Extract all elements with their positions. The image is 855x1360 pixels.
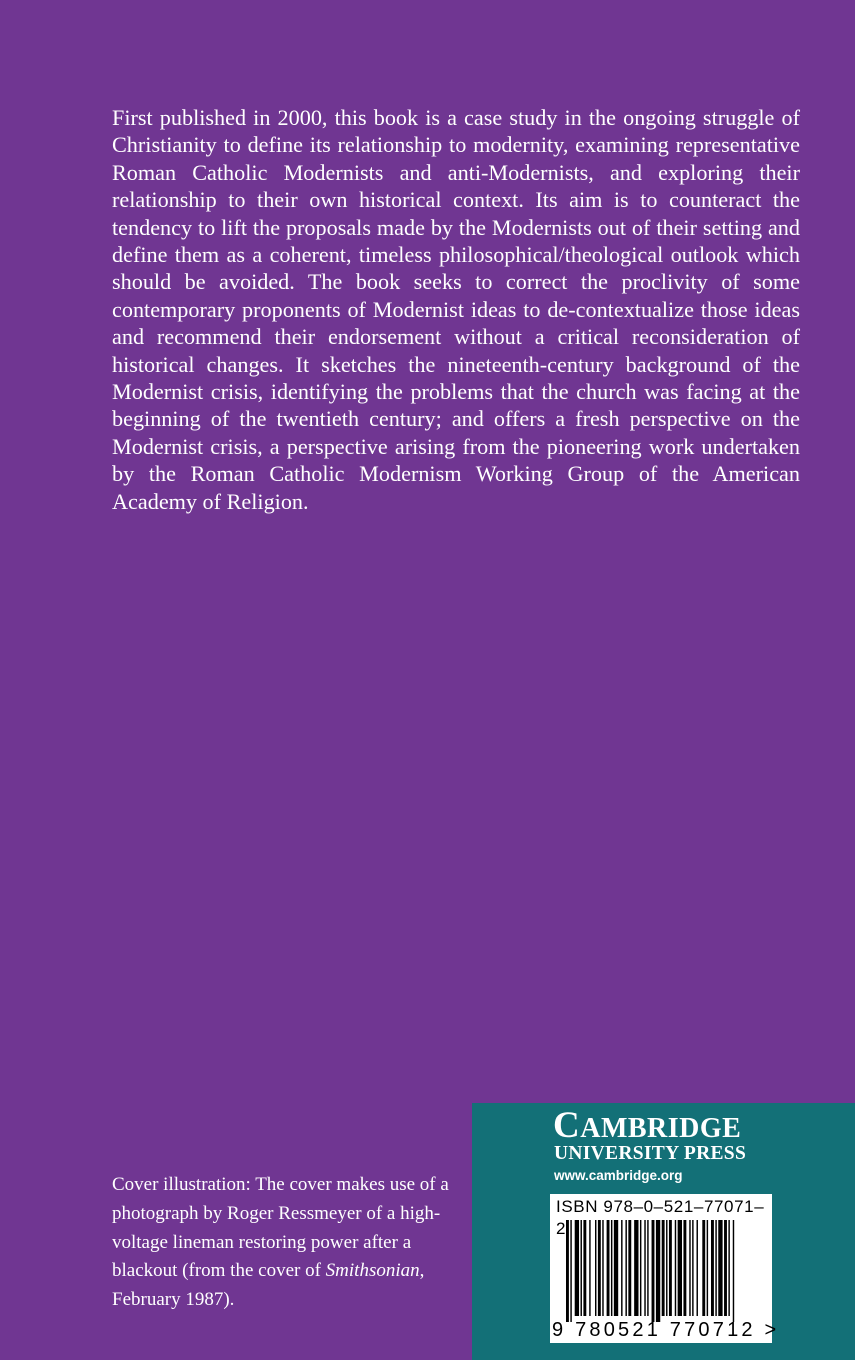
isbn-label: ISBN 978–0–521–77071–2 (556, 1197, 765, 1238)
credit-text-after: , February 1987). (112, 1260, 425, 1311)
blurb-text: First published in 2000, this book is a case study in the ongoing struggle of Christianity to define its relationship to modernity, examining representative Roman Catholic Modernists and anti-Modernists, and exploring their relationship to their own historical context. Its aim is to counteract the tendency to lift the proposals made by the Modernists out of their setting and define them as a coherent, timeless philosophical/theological outlook which should be avoided. The book seeks to correct the proclivity of some contemporary proponents of Modernist ideas to de-contextualize those ideas and recommend their endorsement without a critical reconsideration of historical changes. It sketches the nineteenth-century background of the Modernist crisis, identifying the problems that the church was facing at the beginning of the twentieth century; and offers a fresh perspective on the Modernist crisis, a perspective arising from the pioneering work undertaken by the Roman Catholic Modernism Working Group of the American Academy of Religion. (112, 105, 800, 514)
publisher-subtitle: UNIVERSITY PRESS (554, 1143, 747, 1164)
barcode-box (550, 1194, 780, 1343)
credit-text-before: Cover illustration: The cover makes use of a photograph by Roger Ressmeyer of a high-voltage lineman restoring power after a blackout (from the cover of (112, 1174, 449, 1282)
cover-illustration-credit (112, 1171, 457, 1315)
publisher-name-rest: AMBRIDGE (580, 1113, 742, 1144)
publisher-url: www.cambridge.org (554, 1168, 683, 1183)
barcode-digits: 9 780521 770712 > (552, 1319, 780, 1341)
publisher-name-initial: C (553, 1105, 581, 1146)
publisher-panel (472, 1103, 855, 1360)
credit-magazine-title: Smithsonian (325, 1260, 420, 1282)
